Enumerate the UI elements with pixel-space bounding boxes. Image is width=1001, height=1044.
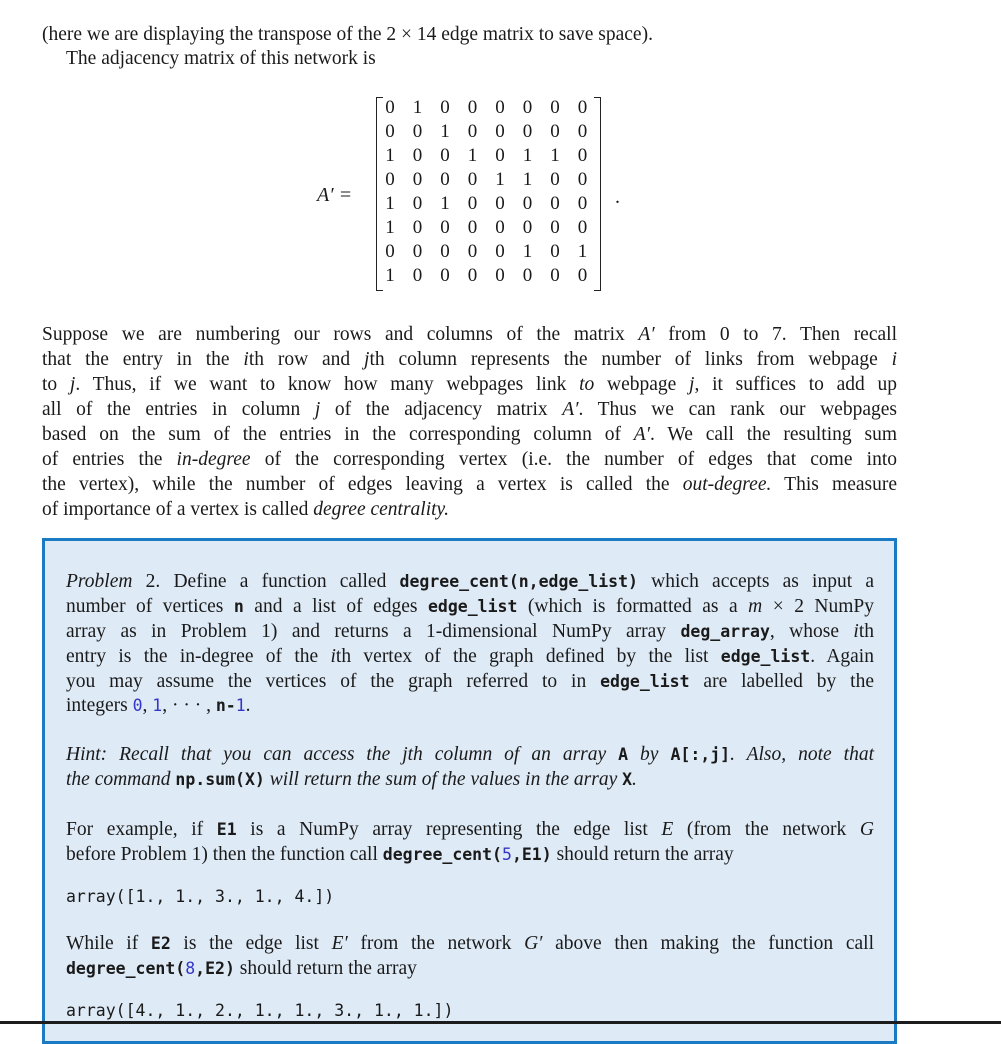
matrix-cell: 0 xyxy=(495,145,505,166)
matrix-cell: 0 xyxy=(412,169,423,190)
example-line: While if E2 is the edge list E′ from the network G′ above then making the function call xyxy=(66,933,874,954)
matrix-cell: 1 xyxy=(495,169,505,190)
matrix-cell: 0 xyxy=(495,193,505,214)
matrix-cell: 0 xyxy=(495,265,505,286)
paragraph-line: that the entry in the ith row and jth column represents the number of links from webpage i xyxy=(42,349,898,370)
example-output-1: array([1., 1., 3., 1., 4.]) xyxy=(66,887,335,906)
matrix-cell: 0 xyxy=(440,169,450,190)
matrix-cell: 0 xyxy=(522,265,533,286)
matrix-cell: 0 xyxy=(412,145,423,166)
matrix-cell: 1 xyxy=(385,193,395,214)
matrix-cell: 0 xyxy=(385,241,395,262)
example-line: For example, if E1 is a NumPy array representing the edge list E (from the network G xyxy=(66,819,874,840)
paragraph-line: based on the sum of the entries in the corresponding column of A′. We call the resulting sum xyxy=(42,424,897,445)
intro-line-2: The adjacency matrix of this network is xyxy=(66,48,376,69)
matrix-cell: 0 xyxy=(577,121,588,142)
matrix-cell: 0 xyxy=(550,193,560,214)
intro-line-1: (here we are displaying the transpose of the 2 × 14 edge matrix to save space). xyxy=(42,24,653,45)
matrix-cell: 1 xyxy=(412,97,423,118)
matrix-cell: 0 xyxy=(577,169,588,190)
matrix-cell: 1 xyxy=(522,145,533,166)
paragraph-line: to j. Thus, if we want to know how many webpages link to webpage j, it suffices to add up xyxy=(42,374,898,395)
matrix-cell: 0 xyxy=(440,217,450,238)
matrix-cell: 0 xyxy=(412,265,423,286)
matrix-cell: 1 xyxy=(385,265,395,286)
matrix-cell: 0 xyxy=(467,97,478,118)
adjacency-matrix xyxy=(376,97,601,291)
matrix-cell: 0 xyxy=(412,193,423,214)
matrix-cell: 0 xyxy=(495,217,505,238)
matrix-cell: 0 xyxy=(522,193,533,214)
matrix-cell: 0 xyxy=(467,241,478,262)
matrix-cell: 1 xyxy=(440,121,450,142)
example-line: degree_cent(8,E2) should return the array xyxy=(66,958,417,979)
matrix-cell: 1 xyxy=(385,217,395,238)
paragraph-line: of entries the in-degree of the corresponding vertex (i.e. the number of edges that come into xyxy=(42,449,898,470)
matrix-cell: 0 xyxy=(495,121,505,142)
matrix-cell: 0 xyxy=(577,265,588,286)
matrix-cell: 0 xyxy=(412,217,423,238)
problem-line: entry is the in-degree of the ith vertex of the graph defined by the list edge_list. Again xyxy=(66,646,874,667)
matrix-cell: 1 xyxy=(550,145,560,166)
matrix-cell: 0 xyxy=(550,169,560,190)
matrix-cell: 0 xyxy=(577,97,588,118)
matrix-cell: 1 xyxy=(522,169,533,190)
matrix-cell: 0 xyxy=(577,145,588,166)
matrix-cell: 0 xyxy=(440,265,450,286)
matrix-cell: 0 xyxy=(467,217,478,238)
problem-line: Problem 2. Define a function called degree_cent(n,edge_list) which accepts as input a xyxy=(66,571,875,592)
matrix-cell: 1 xyxy=(385,145,395,166)
matrix-cell: 0 xyxy=(440,241,450,262)
problem-line: number of vertices n and a list of edges edge_list (which is formatted as a m × 2 NumPy xyxy=(66,596,875,617)
matrix-cell: 0 xyxy=(440,145,450,166)
hint-line: Hint: Recall that you can access the jth column of an array A by A[:,j]. Also, note that xyxy=(66,744,874,765)
matrix-cell: 0 xyxy=(385,169,395,190)
matrix-cell: 0 xyxy=(467,169,478,190)
matrix-cell: 0 xyxy=(495,97,505,118)
matrix-cell: 0 xyxy=(385,121,395,142)
example-output-2: array([4., 1., 2., 1., 1., 3., 1., 1.]) xyxy=(66,1001,454,1020)
matrix-cell: 0 xyxy=(412,241,423,262)
matrix-cell: 0 xyxy=(550,265,560,286)
matrix-cell: 0 xyxy=(385,97,395,118)
matrix-cell: 0 xyxy=(550,121,560,142)
matrix-cell: 0 xyxy=(550,241,560,262)
problem-line: array as in Problem 1) and returns a 1-dimensional NumPy array deg_array, whose ith xyxy=(66,621,874,642)
matrix-cell: 0 xyxy=(495,241,505,262)
matrix-cell: 0 xyxy=(467,193,478,214)
matrix-cell: 0 xyxy=(412,121,423,142)
matrix-cell: 1 xyxy=(440,193,450,214)
matrix-cell: 0 xyxy=(467,265,478,286)
problem-line: integers 0, 1, · · · , n-1. xyxy=(66,695,251,716)
paragraph-line: all of the entries in column j of the adjacency matrix A′. Thus we can rank our webpages xyxy=(42,399,897,420)
paragraph-line: the vertex), while the number of edges leaving a vertex is called the out-degree. This measure xyxy=(42,474,897,495)
matrix-label: A′ = xyxy=(317,184,353,206)
paragraph-line: of importance of a vertex is called degree centrality. xyxy=(42,499,449,520)
hint-line: the command np.sum(X) will return the sum of the values in the array X. xyxy=(66,769,637,790)
matrix-cell: 1 xyxy=(522,241,533,262)
matrix-cell: 0 xyxy=(522,217,533,238)
matrix-cell: 0 xyxy=(577,193,588,214)
matrix-cell: 0 xyxy=(440,97,450,118)
matrix-right-bracket xyxy=(594,97,601,291)
matrix-cell: 0 xyxy=(550,97,560,118)
example-line: before Problem 1) then the function call degree_cent(5,E1) should return the array xyxy=(66,844,734,865)
matrix-cell: 1 xyxy=(577,241,588,262)
matrix-cell: 0 xyxy=(550,217,560,238)
matrix-cell: 0 xyxy=(467,121,478,142)
matrix-cell: 1 xyxy=(467,145,478,166)
problem-line: you may assume the vertices of the graph referred to in edge_list are labelled by the xyxy=(66,671,874,692)
paragraph-line: Suppose we are numbering our rows and columns of the matrix A′ from 0 to 7. Then recall xyxy=(42,324,897,345)
matrix-cell: 0 xyxy=(522,97,533,118)
matrix-period: . xyxy=(615,186,620,208)
matrix-cell: 0 xyxy=(522,121,533,142)
matrix-cell: 0 xyxy=(577,217,588,238)
